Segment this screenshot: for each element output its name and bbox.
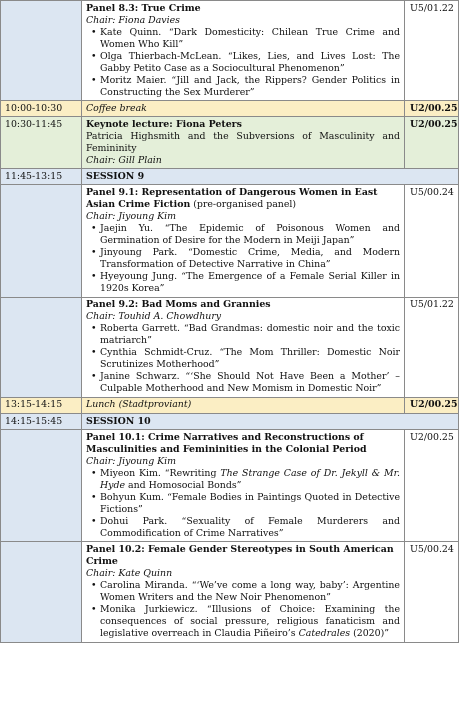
time-cell: 13:15-14:15: [1, 397, 82, 413]
room-cell: U2/00.25: [405, 117, 459, 169]
bullet-icon: •: [91, 467, 97, 479]
list-item: • Jaejin Yu. “The Epidemic of Poisonous Women and Germination of Desire for the Modern in Meiji Japan”: [91, 223, 400, 247]
table-row: [1, 1, 459, 101]
keynote-subtitle: Patricia Highsmith and the Subversions of Masculinity and Femininity: [86, 130, 400, 154]
time-cell: [1, 185, 82, 297]
time-cell: 11:45-13:15: [1, 169, 82, 185]
table-row: [1, 101, 459, 117]
table-row: [1, 169, 459, 185]
bullet-icon: •: [91, 371, 97, 383]
panel-title: Panel 9.1: Representation of Dangerous Women in East Asian Crime Fiction (pre-organised panel): [86, 186, 378, 210]
talk-list: [86, 580, 400, 640]
bullet-icon: •: [91, 50, 97, 62]
panel-cell: [82, 1, 405, 101]
keynote-cell: [82, 117, 405, 169]
list-item: • Jinyoung Park. “Domestic Crime, Media, and Modern Transformation of Detective Narrative in China”: [91, 247, 400, 271]
session-label: SESSION 10: [82, 414, 459, 430]
time-cell: [1, 1, 82, 101]
panel-chair: Chair: Touhid A. Chowdhury: [86, 311, 222, 323]
bullet-icon: •: [91, 271, 97, 283]
room-cell: U5/00.24: [405, 185, 459, 297]
bullet-icon: •: [91, 26, 97, 38]
time-cell: [1, 430, 82, 542]
panel-cell: [82, 430, 405, 542]
list-item: • Hyeyoung Jung. “The Emergence of a Female Serial Killer in 1920s Korea”: [91, 271, 400, 295]
table-row: [1, 430, 459, 542]
list-item: • Miyeon Kim. “Rewriting The Strange Case of Dr. Jekyll & Mr. Hyde and Homosocial Bonds”: [91, 467, 400, 491]
panel-cell: [82, 542, 405, 642]
room-cell: U2/00.25: [405, 101, 459, 117]
list-item: • Moritz Maier. “Jill and Jack, the Rippers? Gender Politics in Constructing the Sex Murderer”: [91, 74, 400, 98]
bullet-icon: •: [91, 74, 97, 86]
time-cell: [1, 297, 82, 397]
room-cell: U2/00.25: [405, 397, 459, 413]
time-cell: 14:15-15:45: [1, 414, 82, 430]
room-cell: U2/00.25: [405, 430, 459, 542]
bullet-icon: •: [91, 579, 97, 591]
room-cell: U5/01.22: [405, 297, 459, 397]
list-item: • Olga Thierbach-McLean. “Likes, Lies, and Lives Lost: The Gabby Petito Case as a Sociocultural Phenomenon”: [91, 50, 400, 74]
panel-title: Panel 10.2: Female Gender Stereotypes in South American Crime: [86, 543, 394, 567]
bullet-icon: •: [91, 515, 97, 527]
panel-chair: Chair: Fiona Davies: [86, 14, 180, 26]
session-label: SESSION 9: [82, 169, 459, 185]
list-item: • Monika Jurkiewicz. “Illusions of Choice: Examining the consequences of social pressure, religious fanaticism and legislative overreach in Claudia Piñeiro’s Catedrales (2020)”: [91, 603, 400, 640]
table-row: [1, 414, 459, 430]
bullet-icon: •: [91, 347, 97, 359]
panel-chair: Chair: Kate Quinn: [86, 567, 173, 579]
bullet-icon: •: [91, 247, 97, 259]
list-item: • Bohyun Kum. “Female Bodies in Paintings Quoted in Detective Fictions”: [91, 491, 400, 515]
time-cell: [1, 542, 82, 642]
panel-cell: [82, 185, 405, 297]
time-cell: 10:00-10:30: [1, 101, 82, 117]
time-cell: 10:30-11:45: [1, 117, 82, 169]
list-item: • Roberta Garrett. “Bad Grandmas: domestic noir and the toxic matriarch”: [91, 323, 400, 347]
panel-chair: Chair: Jiyoung Kim: [86, 211, 177, 222]
break-label: Lunch (Stadtproviant): [82, 397, 405, 413]
list-item: • Janine Schwarz. “‘She Should Not Have Been a Mother’ – Culpable Motherhood and New Momism in Domestic Noir”: [91, 371, 400, 395]
table-row: [1, 185, 459, 297]
room-cell: U5/01.22: [405, 1, 459, 101]
table-row: [1, 542, 459, 642]
keynote-chair: Chair: Gill Plain: [86, 154, 162, 166]
talk-list: [86, 27, 400, 99]
talk-list: [86, 468, 400, 540]
bullet-icon: •: [91, 323, 97, 335]
talk-list: [86, 223, 400, 295]
panel-chair: Chair: Jiyoung Kim: [86, 455, 177, 467]
keynote-title: Keynote lecture: Fiona Peters: [86, 118, 242, 130]
table-row: [1, 297, 459, 397]
table-row: [1, 397, 459, 413]
list-item: • Cynthia Schmidt-Cruz. “The Mom Thriller: Domestic Noir Scrutinizes Motherhood”: [91, 347, 400, 371]
panel-title: Panel 9.2: Bad Moms and Grannies: [86, 299, 271, 311]
list-item: • Carolina Miranda. “‘We’ve come a long way, baby’: Argentine Women Writers and the New Noir Phenomenon”: [91, 579, 400, 603]
list-item: • Kate Quinn. “Dark Domesticity: Chilean True Crime and Women Who Kill”: [91, 26, 400, 50]
bullet-icon: •: [91, 603, 97, 615]
panel-title: Panel 10.1: Crime Narratives and Reconstructions of Masculinities and Femininities in the Colonial Period: [86, 431, 367, 455]
bullet-icon: •: [91, 491, 97, 503]
talk-list: [86, 323, 400, 395]
list-item: • Dohui Park. “Sexuality of Female Murderers and Commodification of Crime Narratives”: [91, 515, 400, 539]
break-label: Coffee break: [82, 101, 405, 117]
room-cell: U5/00.24: [405, 542, 459, 642]
panel-cell: [82, 297, 405, 397]
table-row: [1, 117, 459, 169]
bullet-icon: •: [91, 223, 97, 235]
panel-title: Panel 8.3: True Crime: [86, 2, 201, 14]
